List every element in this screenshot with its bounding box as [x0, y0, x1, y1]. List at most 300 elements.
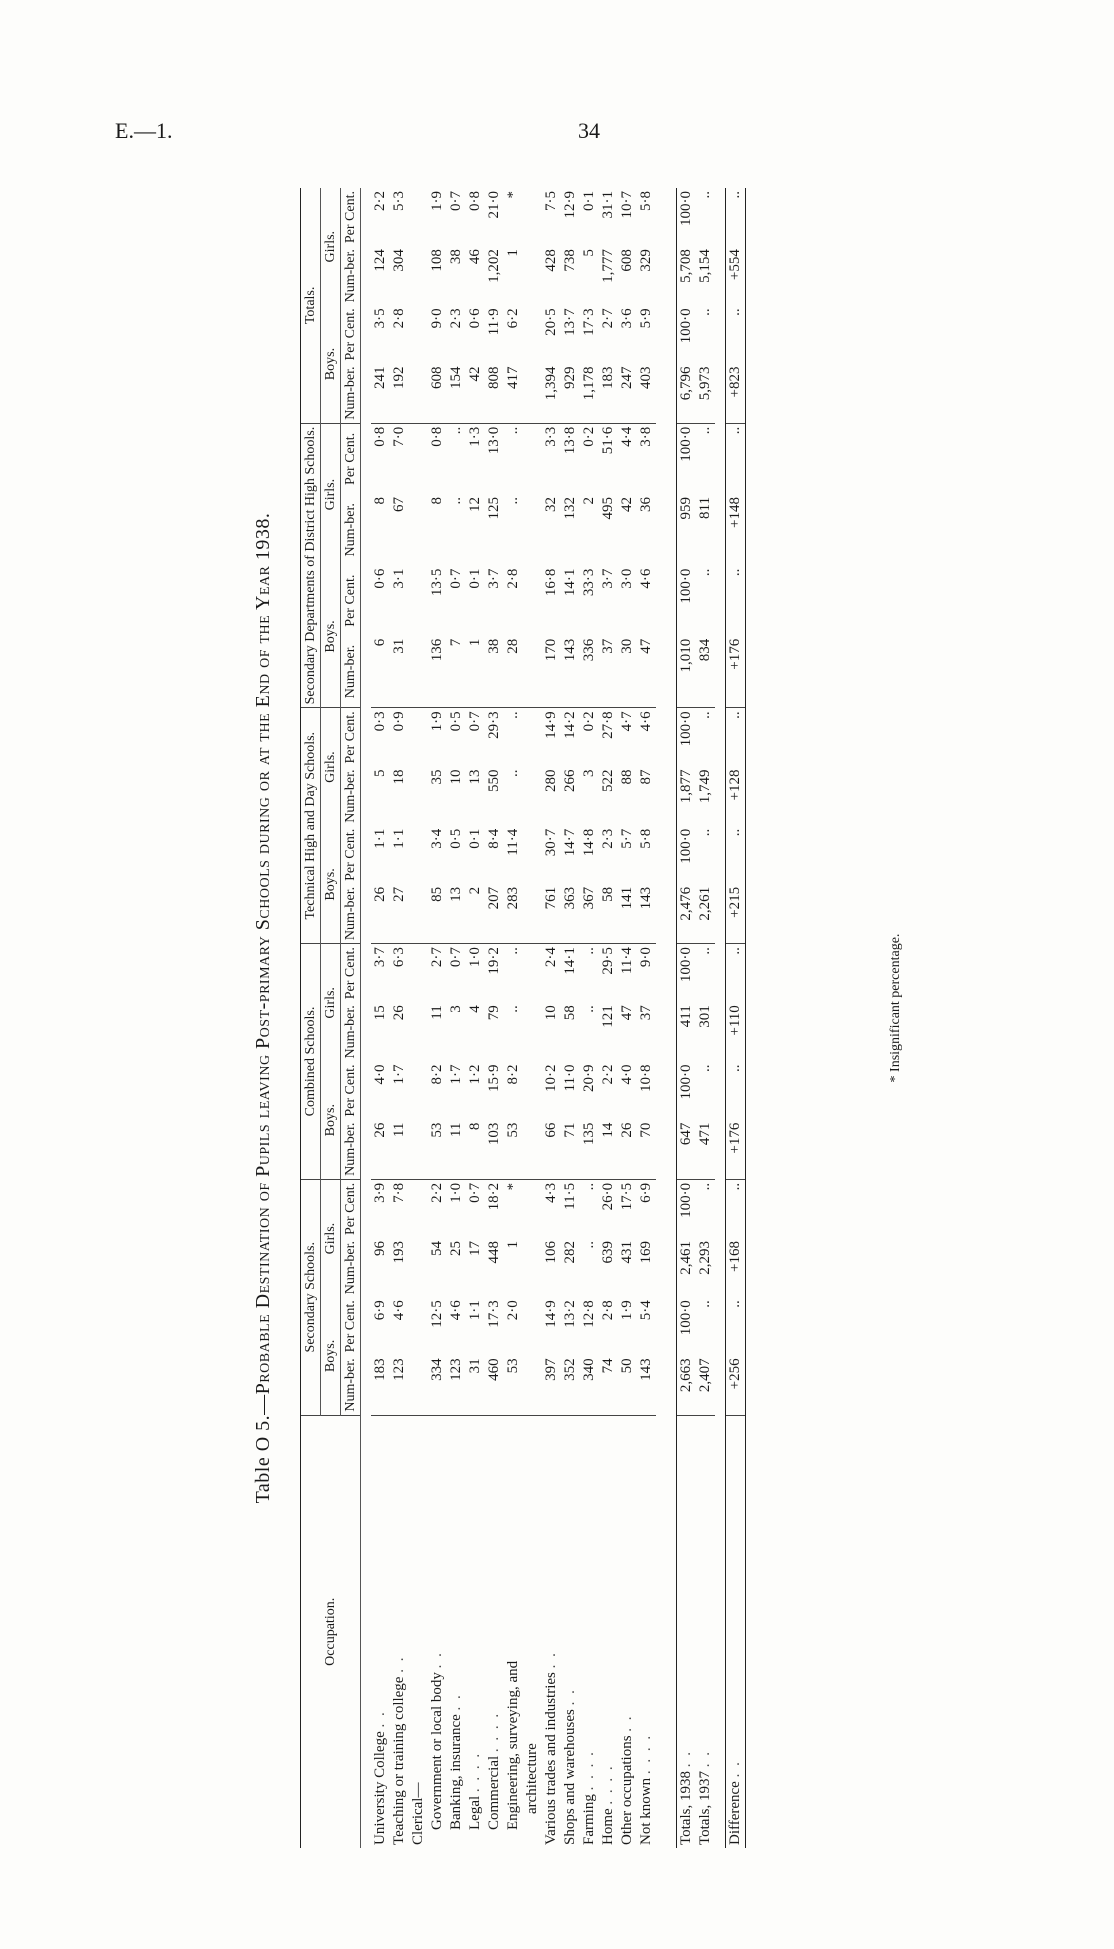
- cell-percent: 14·1: [562, 568, 578, 597]
- cell-percent: ..: [697, 568, 713, 577]
- cell-number: 1: [466, 636, 485, 708]
- cell-percent: 14·7: [562, 828, 578, 857]
- cell-percent: 2·7: [429, 947, 445, 968]
- cell-percent: 3·1: [391, 568, 407, 589]
- cell-percent: 7·5: [543, 191, 559, 211]
- cell-number: 411: [677, 1002, 697, 1061]
- cell-number: 170: [542, 636, 561, 708]
- footnote: * Insignificant percentage.: [888, 933, 903, 1083]
- cell-percent: 29·3: [486, 711, 502, 739]
- column-header-number: Num-ber.: [341, 1238, 361, 1297]
- table-row: [428, 188, 447, 1848]
- cell-number: 30: [618, 636, 637, 708]
- cell-number: 7: [447, 636, 466, 708]
- cell-percent: 4·6: [638, 711, 654, 732]
- leader-dots: . .: [619, 1714, 635, 1732]
- group-header-totals: Totals.: [301, 188, 321, 423]
- cell-number: 36: [638, 497, 654, 513]
- cell-percent: ..: [505, 426, 521, 435]
- table-row: [618, 188, 637, 1848]
- cell-percent: 6·2: [505, 308, 521, 329]
- cell-percent: 30·7: [543, 828, 559, 857]
- cell-number: 74: [599, 1355, 618, 1415]
- column-header-percent: Per Cent.: [341, 566, 361, 636]
- cell-number: 959: [677, 494, 697, 566]
- cell-percent: 2·7: [600, 308, 616, 329]
- cell-percent: 100·0: [677, 423, 697, 494]
- sex-header-girls: Girls.: [321, 1179, 341, 1297]
- cell-percent: 14·9: [543, 711, 559, 739]
- cell-number: 247: [618, 363, 637, 423]
- cell-number: 103: [485, 1120, 504, 1180]
- cell-percent: 2·0: [505, 1300, 521, 1321]
- cell-number: [523, 766, 542, 825]
- cell-number: 66: [542, 1120, 561, 1180]
- cell-number: ..: [448, 497, 464, 505]
- cell-percent: 10·7: [619, 191, 635, 219]
- cell-percent: 0·7: [448, 191, 464, 211]
- cell-number: 53: [504, 1355, 523, 1415]
- cell-percent: 9·0: [429, 308, 445, 329]
- cell-number: 329: [638, 249, 654, 272]
- cell-number: 2,407: [696, 1355, 715, 1415]
- row-label: Government or local body: [429, 1672, 445, 1830]
- table-row: [637, 188, 656, 1848]
- cell-percent: 1·7: [391, 1064, 407, 1085]
- cell-number: 15: [372, 1005, 388, 1021]
- cell-number: [523, 1120, 542, 1180]
- cell-percent: 11·4: [505, 828, 521, 856]
- cell-percent: 8·2: [505, 1064, 521, 1085]
- cell-percent: 14·9: [543, 1300, 559, 1328]
- cell-number: 38: [448, 249, 464, 265]
- cell-number: 3: [581, 769, 597, 777]
- column-header-number: Num-ber.: [341, 636, 361, 708]
- table-row: [447, 188, 466, 1848]
- cell-percent: [523, 1297, 542, 1355]
- cell-number: 471: [696, 1120, 715, 1180]
- cell-percent: 0·3: [372, 711, 388, 732]
- row-label: Banking, insurance: [448, 1714, 464, 1830]
- cell-number: 71: [561, 1120, 580, 1180]
- cell-percent: ..: [726, 188, 746, 246]
- cell-percent: 5·3: [391, 191, 407, 211]
- leader-dots: . .: [543, 1651, 559, 1669]
- cell-number: 266: [562, 769, 578, 792]
- cell-number: 336: [580, 636, 599, 708]
- cell-number: 241: [371, 363, 390, 423]
- cell-number: 53: [428, 1120, 447, 1180]
- cell-percent: 10·2: [543, 1064, 559, 1092]
- group-header-district-high: Secondary Departments of District High Schools.: [301, 423, 321, 708]
- cell-number: 2: [581, 497, 597, 505]
- table-title-prefix: Table O 5.—: [252, 1394, 274, 1504]
- cell-percent: 4·6: [638, 568, 654, 589]
- spacer-row: [666, 188, 677, 1848]
- cell-number: 301: [697, 1005, 713, 1028]
- cell-number: 96: [372, 1240, 388, 1256]
- cell-number: 42: [466, 363, 485, 423]
- cell-percent: 0·5: [448, 711, 464, 732]
- row-label: Totals, 1937: [697, 1771, 713, 1845]
- cell-number: 124: [372, 249, 388, 272]
- cell-number: 495: [600, 497, 616, 520]
- column-header-percent: Per Cent.: [341, 188, 361, 246]
- cell-number: 550: [486, 769, 502, 792]
- cell-percent: 100·0: [677, 944, 697, 1003]
- cell-number: [523, 884, 542, 944]
- row-label: Home: [600, 1808, 616, 1845]
- column-header-number: Num-ber.: [341, 1120, 361, 1180]
- cell-percent: ..: [505, 947, 521, 955]
- cell-percent: 6·3: [391, 947, 407, 968]
- cell-percent: 13·0: [486, 426, 502, 455]
- cell-percent: ..: [697, 711, 713, 719]
- cell-number: 25: [448, 1240, 464, 1256]
- cell-percent: 0·7: [448, 568, 464, 589]
- cell-number: 17: [467, 1240, 483, 1256]
- table-row: [390, 188, 409, 1848]
- leader-dots: . . . .: [486, 1711, 502, 1753]
- cell-number: 1,202: [486, 249, 502, 283]
- cell-number: 47: [637, 636, 656, 708]
- cell-number: 1: [505, 249, 521, 257]
- cell-number: +148: [726, 494, 746, 566]
- cell-percent: [409, 423, 428, 494]
- cell-number: 27: [390, 884, 409, 944]
- cell-percent: [523, 1179, 542, 1238]
- cell-percent: [523, 708, 542, 767]
- column-header-number: Num-ber.: [341, 494, 361, 566]
- cell-number: 123: [447, 1355, 466, 1415]
- table-row: [726, 188, 746, 1848]
- cell-percent: 1·9: [429, 191, 445, 211]
- cell-number: [523, 494, 542, 566]
- leader-dots: . .: [429, 1651, 445, 1669]
- destination-table: [300, 188, 746, 1848]
- cell-percent: 0·2: [581, 426, 597, 447]
- cell-percent: 12·8: [581, 1300, 597, 1328]
- cell-percent: [523, 826, 542, 884]
- cell-percent: 100·0: [677, 305, 697, 363]
- cell-percent: ..: [726, 1062, 746, 1120]
- row-label: Various trades and industries: [543, 1672, 559, 1845]
- cell-percent: 2·8: [505, 568, 521, 589]
- cell-percent: 5·4: [638, 1300, 654, 1321]
- cell-percent: 3·8: [638, 426, 654, 447]
- cell-number: [523, 1238, 542, 1297]
- sex-header-boys: Boys.: [321, 566, 341, 708]
- cell-number: 10: [448, 769, 464, 785]
- cell-number: 3: [448, 1005, 464, 1013]
- cell-percent: 0·6: [372, 568, 388, 589]
- leader-dots: . .: [448, 1693, 464, 1711]
- cell-percent: 0·1: [581, 191, 597, 211]
- cell-number: +215: [726, 884, 746, 944]
- cell-percent: 2·8: [391, 308, 407, 329]
- cell-number: 608: [428, 363, 447, 423]
- cell-percent: ..: [581, 947, 597, 955]
- cell-percent: ..: [697, 1064, 713, 1072]
- cell-number: 183: [599, 363, 618, 423]
- cell-percent: 5·7: [619, 828, 635, 849]
- cell-number: 141: [618, 884, 637, 944]
- cell-percent: ..: [697, 191, 713, 199]
- leader-dots: . .: [372, 1710, 388, 1728]
- cell-percent: 14·8: [581, 828, 597, 857]
- cell-percent: 3·7: [372, 947, 388, 968]
- group-header-combined: Combined Schools.: [301, 944, 321, 1180]
- cell-percent: 31·1: [600, 191, 616, 219]
- cell-number: 13: [447, 884, 466, 944]
- table-row: [466, 188, 485, 1848]
- leader-dots: . . . .: [467, 1751, 483, 1793]
- row-label: Clerical—: [410, 1782, 426, 1845]
- column-header-number: Num-ber.: [341, 1002, 361, 1061]
- cell-percent: [523, 944, 542, 1003]
- cell-number: 58: [599, 884, 618, 944]
- cell-number: 1: [505, 1240, 521, 1249]
- column-header-number: Num-ber.: [341, 246, 361, 305]
- cell-percent: 21·0: [486, 191, 502, 219]
- cell-percent: 3·0: [619, 568, 635, 589]
- cell-percent: 1·1: [372, 828, 388, 849]
- cell-number: 334: [428, 1355, 447, 1415]
- cell-number: 46: [467, 249, 483, 265]
- cell-percent: 20·5: [543, 308, 559, 336]
- cell-percent: ..: [726, 708, 746, 767]
- cell-percent: 13·5: [429, 568, 445, 597]
- cell-percent: 1·0: [467, 947, 483, 968]
- cell-number: 428: [543, 249, 559, 272]
- sex-header-boys: Boys.: [321, 1062, 341, 1180]
- cell-percent: 8·4: [486, 828, 502, 849]
- cell-number: 761: [542, 884, 561, 944]
- cell-number: 280: [543, 769, 559, 792]
- cell-number: 1,749: [697, 769, 713, 804]
- column-header-percent: Per Cent.: [341, 423, 361, 494]
- cell-number: 929: [561, 363, 580, 423]
- cell-percent: 3·6: [619, 308, 635, 329]
- cell-percent: 4·3: [543, 1182, 559, 1203]
- spacer-row: [361, 188, 372, 1848]
- cell-percent: 5·8: [638, 191, 654, 211]
- cell-number: ..: [505, 769, 521, 777]
- cell-percent: 1·9: [619, 1300, 635, 1321]
- cell-number: 808: [485, 363, 504, 423]
- row-label: University College: [372, 1731, 388, 1845]
- table-title-text: Probable Destination of Pupils leaving Post-primary Schools during or at the End of the Year 1938.: [252, 512, 274, 1395]
- cell-percent: 17·5: [619, 1182, 635, 1211]
- cell-number: [409, 1238, 428, 1297]
- cell-percent: 11·0: [562, 1064, 578, 1092]
- cell-number: 397: [542, 1355, 561, 1415]
- column-header-number: Num-ber.: [341, 766, 361, 825]
- cell-percent: 0·2: [581, 711, 597, 732]
- cell-percent: 20·9: [581, 1064, 597, 1092]
- cell-number: 352: [561, 1355, 580, 1415]
- cell-percent: ..: [581, 1182, 597, 1191]
- cell-number: 431: [619, 1240, 635, 1264]
- cell-number: 26: [371, 1120, 390, 1180]
- cell-percent: 0·8: [429, 426, 445, 447]
- cell-percent: 19·2: [486, 947, 502, 975]
- leader-dots: . .: [727, 1760, 743, 1778]
- cell-percent: [523, 188, 542, 246]
- cell-number: 2,476: [677, 884, 697, 944]
- cell-number: [409, 363, 428, 423]
- column-header-percent: Per Cent.: [341, 1062, 361, 1120]
- table-row: [677, 188, 697, 1848]
- sex-header-girls: Girls.: [321, 708, 341, 826]
- cell-percent: ..: [697, 426, 713, 435]
- column-header-percent: Per Cent.: [341, 708, 361, 767]
- cell-percent: [523, 305, 542, 363]
- cell-number: 1,877: [677, 766, 697, 825]
- cell-percent: 0·5: [448, 828, 464, 849]
- leader-dots: . .: [391, 1655, 407, 1673]
- cell-percent: 2·3: [600, 828, 616, 849]
- cell-percent: 27·8: [600, 711, 616, 739]
- cell-number: 53: [504, 1120, 523, 1180]
- cell-percent: 10·8: [638, 1064, 654, 1092]
- cell-percent: 0·1: [467, 828, 483, 849]
- cell-number: 31: [390, 636, 409, 708]
- cell-percent: 16·8: [543, 568, 559, 597]
- cell-number: 143: [637, 1355, 656, 1415]
- cell-number: [523, 246, 542, 305]
- cell-number: +823: [726, 363, 746, 423]
- cell-percent: 11·5: [562, 1182, 578, 1210]
- table-row: [371, 188, 390, 1848]
- sex-header-boys: Boys.: [321, 1297, 341, 1415]
- cell-number: +554: [726, 246, 746, 305]
- cell-number: 304: [391, 249, 407, 272]
- cell-number: 18: [391, 769, 407, 785]
- cell-number: 6,796: [677, 363, 697, 423]
- row-label: Shops and warehouses: [562, 1709, 578, 1845]
- cell-number: 1,777: [600, 249, 616, 283]
- sex-header-girls: Girls.: [321, 423, 341, 565]
- group-header-technical: Technical High and Day Schools.: [301, 708, 321, 944]
- column-header-percent: Per Cent.: [341, 1297, 361, 1355]
- cell-percent: 12·5: [429, 1300, 445, 1328]
- cell-percent: 3·3: [543, 426, 559, 447]
- cell-percent: [523, 1062, 542, 1120]
- table-row: [485, 188, 504, 1848]
- column-header-percent: Per Cent.: [341, 826, 361, 884]
- cell-number: 26: [371, 884, 390, 944]
- cell-percent: 1·1: [467, 1300, 483, 1321]
- cell-percent: 18·2: [486, 1182, 502, 1211]
- cell-number: 2: [466, 884, 485, 944]
- cell-percent: 13·2: [562, 1300, 578, 1328]
- cell-number: [409, 1120, 428, 1180]
- cell-percent: 0·7: [467, 1182, 483, 1203]
- cell-percent: 12·9: [562, 191, 578, 219]
- cell-percent: ..: [726, 423, 746, 494]
- sex-header-boys: Boys.: [321, 305, 341, 423]
- column-header-percent: Per Cent.: [341, 944, 361, 1003]
- cell-number: ..: [505, 1005, 521, 1013]
- cell-percent: 0·1: [467, 568, 483, 589]
- cell-percent: 13·8: [562, 426, 578, 455]
- cell-number: 37: [599, 636, 618, 708]
- cell-number: 135: [580, 1120, 599, 1180]
- cell-percent: 4·6: [448, 1300, 464, 1321]
- cell-number: +176: [726, 636, 746, 708]
- cell-percent: *: [505, 1182, 521, 1191]
- cell-number: 367: [580, 884, 599, 944]
- row-label: Farming: [581, 1794, 597, 1845]
- cell-percent: 2·2: [372, 191, 388, 211]
- spacer-row: [715, 188, 726, 1848]
- cell-number: 282: [562, 1240, 578, 1264]
- cell-percent: 6·9: [372, 1300, 388, 1321]
- column-header-number: Num-ber.: [341, 363, 361, 423]
- cell-number: 460: [485, 1355, 504, 1415]
- cell-percent: ..: [726, 826, 746, 884]
- cell-number: 26: [391, 1005, 407, 1021]
- row-label: architecture: [524, 1743, 540, 1814]
- cell-percent: [409, 566, 428, 636]
- cell-percent: 6·9: [638, 1182, 654, 1203]
- cell-percent: 3·9: [372, 1182, 388, 1203]
- cell-number: 85: [428, 884, 447, 944]
- cell-percent: 9·0: [638, 947, 654, 968]
- cell-number: 54: [429, 1240, 445, 1256]
- cell-number: 132: [562, 497, 578, 520]
- cell-number: 1,178: [580, 363, 599, 423]
- cell-percent: 2·8: [600, 1300, 616, 1321]
- column-header-number: Num-ber.: [341, 884, 361, 944]
- cell-number: 639: [600, 1240, 616, 1264]
- cell-number: 121: [600, 1005, 616, 1028]
- cell-number: [409, 494, 428, 566]
- leader-dots: . . . .: [600, 1764, 616, 1805]
- cell-number: 10: [543, 1005, 559, 1021]
- column-header-percent: Per Cent.: [341, 305, 361, 363]
- cell-number: 58: [562, 1005, 578, 1021]
- cell-number: [409, 1002, 428, 1061]
- cell-percent: 4·0: [372, 1064, 388, 1085]
- cell-number: 8: [372, 497, 388, 505]
- cell-number: 12: [467, 497, 483, 513]
- cell-number: 87: [638, 769, 654, 785]
- cell-percent: 0·8: [467, 191, 483, 211]
- cell-number: 5: [581, 249, 597, 257]
- cell-percent: [409, 826, 428, 884]
- cell-number: ..: [581, 1005, 597, 1013]
- cell-percent: 8·2: [429, 1064, 445, 1085]
- cell-number: [409, 1355, 428, 1415]
- cell-number: 1,394: [542, 363, 561, 423]
- cell-number: [409, 246, 428, 305]
- cell-number: 340: [580, 1355, 599, 1415]
- cell-percent: 13·7: [562, 308, 578, 336]
- cell-percent: 17·3: [486, 1300, 502, 1328]
- cell-percent: 1·7: [448, 1064, 464, 1085]
- cell-percent: 1·0: [448, 1182, 464, 1203]
- cell-number: 5,154: [697, 249, 713, 283]
- cell-percent: 4·0: [619, 1064, 635, 1085]
- cell-number: 67: [391, 497, 407, 513]
- cell-number: 11: [390, 1120, 409, 1180]
- cell-percent: [409, 1179, 428, 1238]
- cell-percent: 11·9: [486, 308, 502, 336]
- cell-percent: *: [505, 191, 521, 199]
- cell-number: 2,663: [677, 1355, 697, 1415]
